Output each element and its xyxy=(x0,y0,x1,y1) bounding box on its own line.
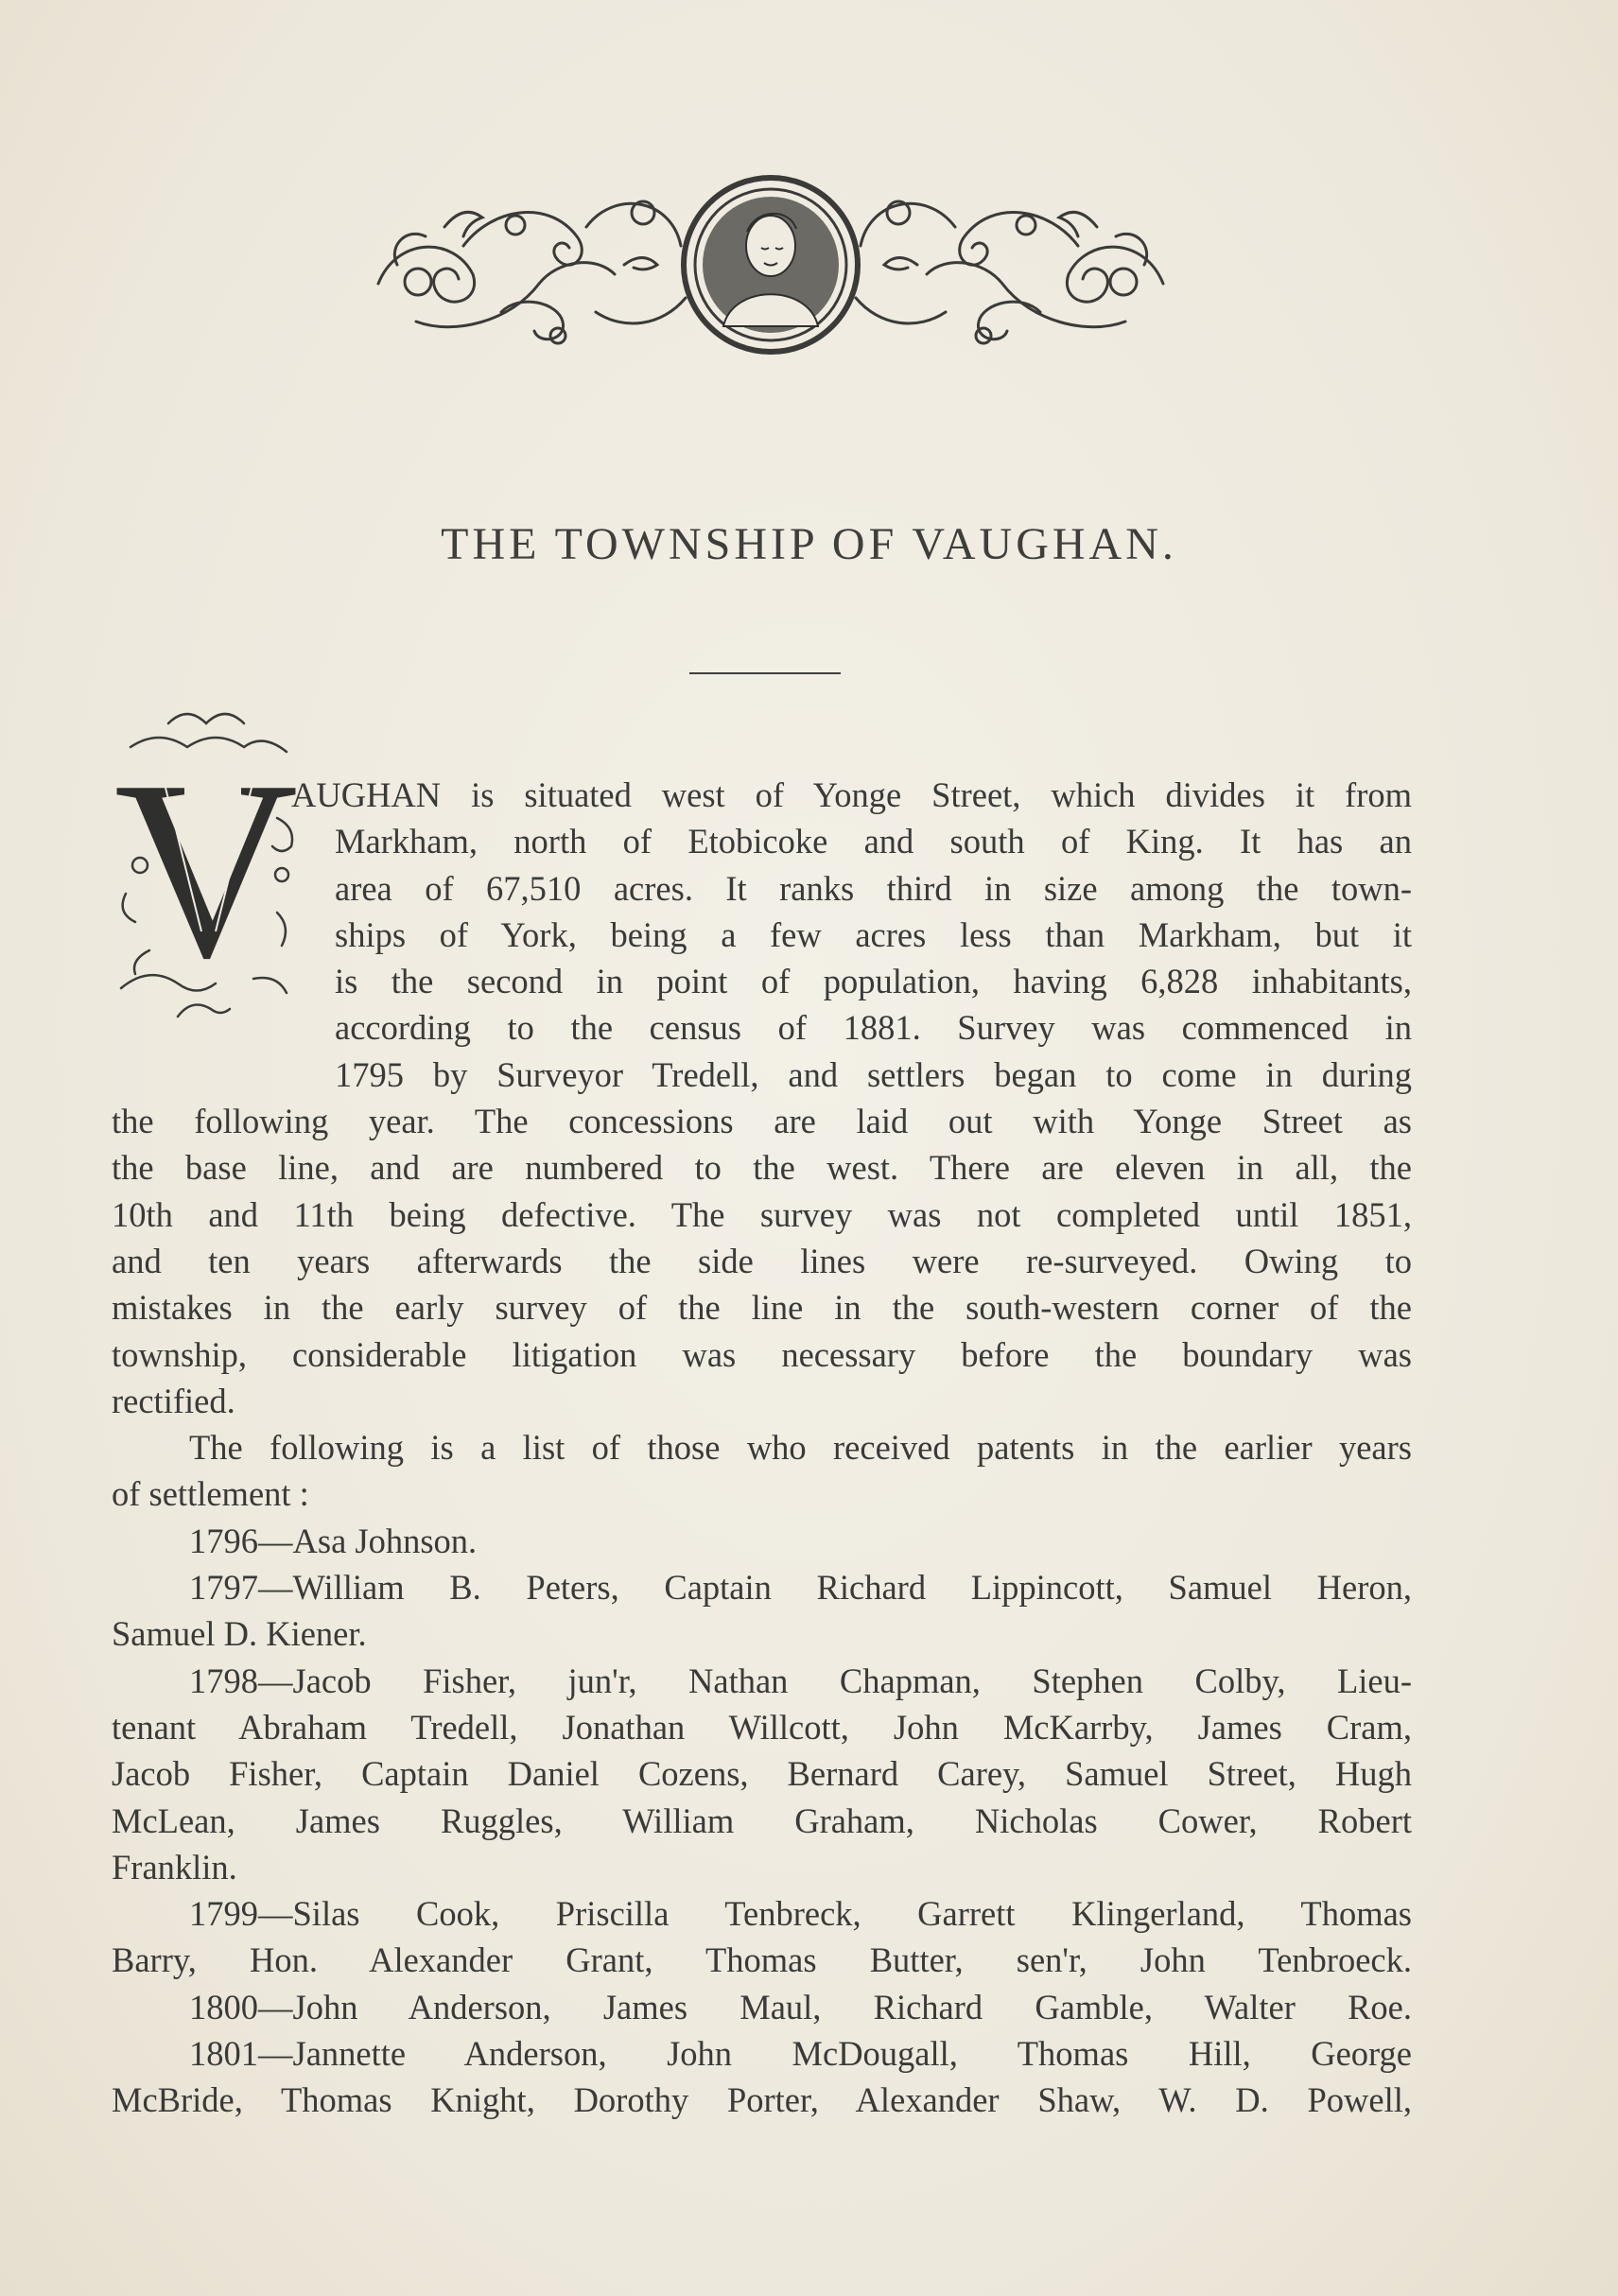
text-line: McBride, Thomas Knight, Dorothy Porter, Alexander Shaw, W. D. Powell, xyxy=(112,2080,1412,2120)
text-line: 1799—Silas Cook, Priscilla Tenbreck, Garrett Klingerland, Thomas xyxy=(189,1894,1412,1934)
text-line: 10th and 11th being defective. The survey was not completed until 1851, xyxy=(112,1194,1412,1234)
text-line: 1798—Jacob Fisher, jun'r, Nathan Chapman, Stephen Colby, Lieu- xyxy=(189,1661,1412,1700)
ornamental-headpiece xyxy=(359,170,1182,359)
text-line: 1800—John Anderson, James Maul, Richard Gamble, Walter Roe. xyxy=(189,1987,1412,2026)
page-title: THE TOWNSHIP OF VAUGHAN. xyxy=(441,519,1177,569)
text-line: the base line, and are numbered to the west. There are eleven in all, the xyxy=(112,1148,1412,1188)
text-line: 1801—Jannette Anderson, John McDougall, Thomas Hill, George xyxy=(189,2034,1412,2074)
text-line: area of 67,510 acres. It ranks third in size among the town- xyxy=(335,868,1412,908)
text-line: 1797—William B. Peters, Captain Richard Lippincott, Samuel Heron, xyxy=(189,1568,1412,1608)
text-line: and ten years afterwards the side lines were re-surveyed. Owing to xyxy=(112,1241,1412,1280)
text-line: of settlement : xyxy=(112,1474,309,1514)
text-line: ships of York, being a few acres less than Markham, but it xyxy=(335,914,1412,954)
text-line: township, considerable litigation was necessary before the boundary was xyxy=(112,1334,1412,1374)
text-line: Jacob Fisher, Captain Daniel Cozens, Bernard Carey, Samuel Street, Hugh xyxy=(112,1754,1412,1794)
text-line: is the second in point of population, having 6,828 inhabitants, xyxy=(335,962,1412,1001)
text-line: AUGHAN is situated west of Yonge Street, which divides it from xyxy=(291,775,1412,814)
text-line: The following is a list of those who received patents in the earlier years xyxy=(189,1428,1412,1468)
text-line: Markham, north of Etobicoke and south of King. It has an xyxy=(335,822,1412,861)
text-line: Barry, Hon. Alexander Grant, Thomas Butter, sen'r, John Tenbroeck. xyxy=(112,1940,1412,1980)
text-line: the following year. The concessions are laid out with Yonge Street as xyxy=(112,1102,1412,1141)
text-line: according to the census of 1881. Survey was commenced in xyxy=(335,1008,1412,1048)
text-line: McLean, James Ruggles, William Graham, Nicholas Cower, Robert xyxy=(112,1800,1412,1840)
body-text xyxy=(112,772,1412,2124)
text-line: Samuel D. Kiener. xyxy=(112,1614,367,1654)
text-line: mistakes in the early survey of the line in the south-western corner of the xyxy=(112,1288,1412,1328)
text-line: 1796—Asa Johnson. xyxy=(189,1521,478,1560)
title-rule xyxy=(689,672,841,674)
text-line: Franklin. xyxy=(112,1847,237,1887)
text-line: tenant Abraham Tredell, Jonathan Willcott, John McKarrby, James Cram, xyxy=(112,1707,1412,1747)
text-line: rectified. xyxy=(112,1381,235,1420)
text-line: 1795 by Surveyor Tredell, and settlers began to come in during xyxy=(335,1054,1412,1094)
drop-cap-letter: V xyxy=(113,728,299,1011)
